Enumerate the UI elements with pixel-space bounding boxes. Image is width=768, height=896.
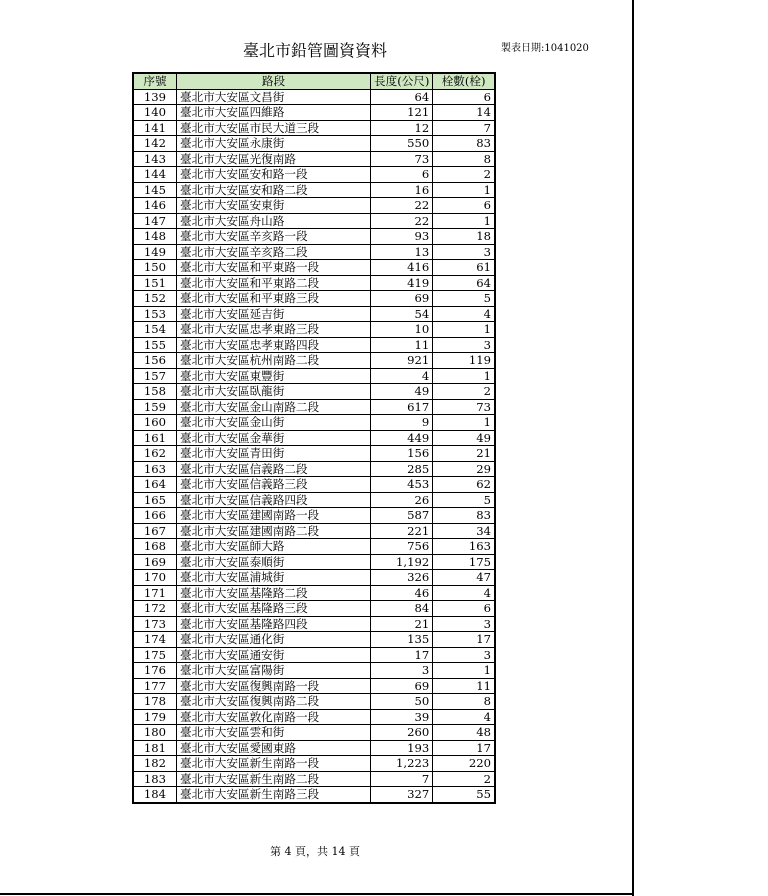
cell-length: 156 bbox=[371, 446, 433, 462]
table-row bbox=[133, 740, 495, 756]
pipe-data-table-wrapper bbox=[132, 72, 496, 818]
cell-length: 756 bbox=[371, 539, 433, 555]
cell-road-section: 臺北市大安區金山南路二段 bbox=[177, 399, 371, 415]
cell-count: 6 bbox=[433, 89, 495, 105]
cell-road-section: 臺北市大安區和平東路三段 bbox=[177, 291, 371, 307]
cell-serial: 178 bbox=[133, 694, 177, 710]
cell-road-section: 臺北市大安區愛國東路 bbox=[177, 740, 371, 756]
cell-road-section: 臺北市大安區市民大道三段 bbox=[177, 120, 371, 136]
table-row bbox=[133, 663, 495, 679]
cell-road-section: 臺北市大安區基隆路二段 bbox=[177, 585, 371, 601]
cell-serial: 165 bbox=[133, 492, 177, 508]
cell-count: 62 bbox=[433, 477, 495, 493]
cell-road-section: 臺北市大安區信義路四段 bbox=[177, 492, 371, 508]
cell-serial: 167 bbox=[133, 523, 177, 539]
document-title: 臺北市鉛管圖資資料 bbox=[242, 41, 387, 60]
cell-length: 84 bbox=[371, 601, 433, 617]
table-row bbox=[133, 399, 495, 415]
cell-serial: 175 bbox=[133, 647, 177, 663]
cell-serial: 168 bbox=[133, 539, 177, 555]
cell-road-section: 臺北市大安區四維路 bbox=[177, 105, 371, 121]
cell-serial: 147 bbox=[133, 213, 177, 229]
cell-serial: 157 bbox=[133, 368, 177, 384]
cell-serial: 156 bbox=[133, 353, 177, 369]
cell-count: 175 bbox=[433, 554, 495, 570]
table-row bbox=[133, 601, 495, 617]
cell-serial: 162 bbox=[133, 446, 177, 462]
cell-count: 220 bbox=[433, 756, 495, 772]
cell-road-section: 臺北市大安區新生南路二段 bbox=[177, 771, 371, 787]
cell-length: 50 bbox=[371, 694, 433, 710]
table-row bbox=[133, 291, 495, 307]
cell-length: 617 bbox=[371, 399, 433, 415]
cell-length: 21 bbox=[371, 616, 433, 632]
table-row bbox=[133, 508, 495, 524]
cell-serial: 151 bbox=[133, 275, 177, 291]
table-row bbox=[133, 725, 495, 741]
table-row bbox=[133, 182, 495, 198]
cell-road-section: 臺北市大安區永康街 bbox=[177, 136, 371, 152]
cell-count: 6 bbox=[433, 601, 495, 617]
table-row bbox=[133, 632, 495, 648]
cell-count: 83 bbox=[433, 508, 495, 524]
header-road-section: 路段 bbox=[177, 73, 371, 89]
table-row bbox=[133, 709, 495, 725]
cell-serial: 158 bbox=[133, 384, 177, 400]
cell-count: 3 bbox=[433, 244, 495, 260]
cell-count: 2 bbox=[433, 384, 495, 400]
cell-length: 587 bbox=[371, 508, 433, 524]
cell-serial: 176 bbox=[133, 663, 177, 679]
cell-count: 3 bbox=[433, 337, 495, 353]
cell-serial: 164 bbox=[133, 477, 177, 493]
table-row bbox=[133, 694, 495, 710]
cell-road-section: 臺北市大安區基隆路四段 bbox=[177, 616, 371, 632]
cell-road-section: 臺北市大安區東豐街 bbox=[177, 368, 371, 384]
table-row bbox=[133, 322, 495, 338]
cell-road-section: 臺北市大安區建國南路二段 bbox=[177, 523, 371, 539]
cell-length: 135 bbox=[371, 632, 433, 648]
cell-road-section: 臺北市大安區金華街 bbox=[177, 430, 371, 446]
cell-road-section: 臺北市大安區安和路一段 bbox=[177, 167, 371, 183]
cell-length: 69 bbox=[371, 291, 433, 307]
cell-road-section: 臺北市大安區浦城街 bbox=[177, 570, 371, 586]
cell-serial: 155 bbox=[133, 337, 177, 353]
table-row bbox=[133, 647, 495, 663]
cell-road-section: 臺北市大安區辛亥路一段 bbox=[177, 229, 371, 245]
table-body bbox=[133, 89, 495, 803]
cell-count: 21 bbox=[433, 446, 495, 462]
table-row bbox=[133, 120, 495, 136]
cell-road-section: 臺北市大安區延吉街 bbox=[177, 306, 371, 322]
cell-serial: 174 bbox=[133, 632, 177, 648]
header-serial: 序號 bbox=[133, 73, 177, 89]
table-row bbox=[133, 353, 495, 369]
cell-road-section: 臺北市大安區金山街 bbox=[177, 415, 371, 431]
table-row bbox=[133, 477, 495, 493]
cell-count: 17 bbox=[433, 740, 495, 756]
cell-serial: 184 bbox=[133, 787, 177, 803]
table-row bbox=[133, 570, 495, 586]
cell-length: 4 bbox=[371, 368, 433, 384]
cell-serial: 144 bbox=[133, 167, 177, 183]
table-row bbox=[133, 554, 495, 570]
cell-length: 22 bbox=[371, 213, 433, 229]
cell-count: 5 bbox=[433, 492, 495, 508]
table-row bbox=[133, 539, 495, 555]
cell-road-section: 臺北市大安區信義路三段 bbox=[177, 477, 371, 493]
cell-count: 18 bbox=[433, 229, 495, 245]
cell-length: 73 bbox=[371, 151, 433, 167]
cell-serial: 180 bbox=[133, 725, 177, 741]
cell-length: 93 bbox=[371, 229, 433, 245]
cell-count: 49 bbox=[433, 430, 495, 446]
cell-road-section: 臺北市大安區新生南路三段 bbox=[177, 787, 371, 803]
cell-road-section: 臺北市大安區敦化南路一段 bbox=[177, 709, 371, 725]
cell-length: 419 bbox=[371, 275, 433, 291]
cell-serial: 142 bbox=[133, 136, 177, 152]
cell-road-section: 臺北市大安區通安街 bbox=[177, 647, 371, 663]
cell-count: 17 bbox=[433, 632, 495, 648]
cell-serial: 143 bbox=[133, 151, 177, 167]
cell-count: 3 bbox=[433, 647, 495, 663]
cell-road-section: 臺北市大安區文昌街 bbox=[177, 89, 371, 105]
cell-count: 8 bbox=[433, 151, 495, 167]
cell-length: 22 bbox=[371, 198, 433, 214]
cell-serial: 140 bbox=[133, 105, 177, 121]
cell-road-section: 臺北市大安區杭州南路二段 bbox=[177, 353, 371, 369]
table-row bbox=[133, 461, 495, 477]
cell-length: 11 bbox=[371, 337, 433, 353]
table-row bbox=[133, 756, 495, 772]
page-edge-bottom bbox=[0, 893, 634, 895]
cell-serial: 160 bbox=[133, 415, 177, 431]
cell-length: 260 bbox=[371, 725, 433, 741]
cell-count: 7 bbox=[433, 120, 495, 136]
cell-count: 11 bbox=[433, 678, 495, 694]
table-row bbox=[133, 337, 495, 353]
cell-serial: 179 bbox=[133, 709, 177, 725]
cell-serial: 161 bbox=[133, 430, 177, 446]
cell-length: 550 bbox=[371, 136, 433, 152]
cell-length: 3 bbox=[371, 663, 433, 679]
table-row bbox=[133, 771, 495, 787]
cell-count: 4 bbox=[433, 306, 495, 322]
cell-serial: 181 bbox=[133, 740, 177, 756]
cell-serial: 169 bbox=[133, 554, 177, 570]
cell-count: 1 bbox=[433, 322, 495, 338]
cell-length: 26 bbox=[371, 492, 433, 508]
cell-serial: 150 bbox=[133, 260, 177, 276]
cell-count: 4 bbox=[433, 709, 495, 725]
cell-road-section: 臺北市大安區新生南路一段 bbox=[177, 756, 371, 772]
cell-serial: 148 bbox=[133, 229, 177, 245]
cell-length: 416 bbox=[371, 260, 433, 276]
table-row bbox=[133, 151, 495, 167]
table-row bbox=[133, 430, 495, 446]
cell-road-section: 臺北市大安區師大路 bbox=[177, 539, 371, 555]
cell-road-section: 臺北市大安區臥龍街 bbox=[177, 384, 371, 400]
cell-serial: 163 bbox=[133, 461, 177, 477]
table-row bbox=[133, 260, 495, 276]
cell-road-section: 臺北市大安區通化街 bbox=[177, 632, 371, 648]
cell-road-section: 臺北市大安區基隆路三段 bbox=[177, 601, 371, 617]
cell-count: 6 bbox=[433, 198, 495, 214]
cell-road-section: 臺北市大安區泰順街 bbox=[177, 554, 371, 570]
page-number: 第 4 頁，共 14 頁 bbox=[270, 845, 360, 858]
cell-length: 453 bbox=[371, 477, 433, 493]
cell-count: 1 bbox=[433, 368, 495, 384]
table-row bbox=[133, 415, 495, 431]
cell-count: 1 bbox=[433, 415, 495, 431]
cell-road-section: 臺北市大安區復興南路一段 bbox=[177, 678, 371, 694]
table-row bbox=[133, 89, 495, 105]
cell-length: 39 bbox=[371, 709, 433, 725]
cell-road-section: 臺北市大安區和平東路一段 bbox=[177, 260, 371, 276]
cell-count: 34 bbox=[433, 523, 495, 539]
table-row bbox=[133, 368, 495, 384]
cell-count: 1 bbox=[433, 213, 495, 229]
cell-length: 49 bbox=[371, 384, 433, 400]
cell-length: 10 bbox=[371, 322, 433, 338]
cell-length: 921 bbox=[371, 353, 433, 369]
cell-serial: 154 bbox=[133, 322, 177, 338]
table-row bbox=[133, 306, 495, 322]
table-row bbox=[133, 229, 495, 245]
cell-count: 163 bbox=[433, 539, 495, 555]
table-row bbox=[133, 585, 495, 601]
cell-length: 9 bbox=[371, 415, 433, 431]
cell-count: 61 bbox=[433, 260, 495, 276]
cell-length: 449 bbox=[371, 430, 433, 446]
cell-count: 8 bbox=[433, 694, 495, 710]
cell-count: 64 bbox=[433, 275, 495, 291]
cell-length: 54 bbox=[371, 306, 433, 322]
cell-length: 327 bbox=[371, 787, 433, 803]
cell-count: 2 bbox=[433, 771, 495, 787]
table-row bbox=[133, 678, 495, 694]
cell-length: 326 bbox=[371, 570, 433, 586]
cell-length: 221 bbox=[371, 523, 433, 539]
cell-serial: 159 bbox=[133, 399, 177, 415]
cell-count: 83 bbox=[433, 136, 495, 152]
cell-length: 6 bbox=[371, 167, 433, 183]
cell-road-section: 臺北市大安區青田街 bbox=[177, 446, 371, 462]
cell-road-section: 臺北市大安區信義路二段 bbox=[177, 461, 371, 477]
cell-count: 73 bbox=[433, 399, 495, 415]
cell-road-section: 臺北市大安區安東街 bbox=[177, 198, 371, 214]
cell-count: 29 bbox=[433, 461, 495, 477]
table-row bbox=[133, 523, 495, 539]
cell-road-section: 臺北市大安區富陽街 bbox=[177, 663, 371, 679]
cell-road-section: 臺北市大安區忠孝東路三段 bbox=[177, 322, 371, 338]
table-row bbox=[133, 384, 495, 400]
cell-length: 12 bbox=[371, 120, 433, 136]
report-date: 製表日期:1041020 bbox=[501, 43, 589, 54]
header-count: 栓數(栓) bbox=[433, 73, 495, 89]
cell-count: 47 bbox=[433, 570, 495, 586]
cell-count: 119 bbox=[433, 353, 495, 369]
table-row bbox=[133, 492, 495, 508]
table-row bbox=[133, 275, 495, 291]
table-row bbox=[133, 198, 495, 214]
table-row bbox=[133, 446, 495, 462]
page-edge-right bbox=[632, 0, 634, 896]
cell-count: 3 bbox=[433, 616, 495, 632]
cell-road-section: 臺北市大安區安和路二段 bbox=[177, 182, 371, 198]
cell-serial: 149 bbox=[133, 244, 177, 260]
cell-length: 17 bbox=[371, 647, 433, 663]
cell-serial: 152 bbox=[133, 291, 177, 307]
cell-serial: 146 bbox=[133, 198, 177, 214]
cell-serial: 145 bbox=[133, 182, 177, 198]
table-row bbox=[133, 105, 495, 121]
cell-count: 5 bbox=[433, 291, 495, 307]
cell-count: 55 bbox=[433, 787, 495, 803]
cell-serial: 153 bbox=[133, 306, 177, 322]
cell-serial: 172 bbox=[133, 601, 177, 617]
table-row bbox=[133, 616, 495, 632]
table-row bbox=[133, 213, 495, 229]
cell-road-section: 臺北市大安區雲和街 bbox=[177, 725, 371, 741]
cell-count: 1 bbox=[433, 182, 495, 198]
cell-count: 2 bbox=[433, 167, 495, 183]
cell-road-section: 臺北市大安區舟山路 bbox=[177, 213, 371, 229]
cell-length: 1,192 bbox=[371, 554, 433, 570]
cell-serial: 183 bbox=[133, 771, 177, 787]
cell-road-section: 臺北市大安區和平東路二段 bbox=[177, 275, 371, 291]
cell-length: 193 bbox=[371, 740, 433, 756]
cell-length: 64 bbox=[371, 89, 433, 105]
cell-road-section: 臺北市大安區光復南路 bbox=[177, 151, 371, 167]
cell-serial: 177 bbox=[133, 678, 177, 694]
table-header-row bbox=[133, 73, 495, 89]
pipe-data-table bbox=[132, 72, 496, 804]
cell-count: 48 bbox=[433, 725, 495, 741]
header-length: 長度(公尺) bbox=[371, 73, 433, 89]
table-row bbox=[133, 244, 495, 260]
table-row bbox=[133, 787, 495, 803]
cell-serial: 173 bbox=[133, 616, 177, 632]
cell-length: 46 bbox=[371, 585, 433, 601]
cell-road-section: 臺北市大安區辛亥路二段 bbox=[177, 244, 371, 260]
cell-serial: 141 bbox=[133, 120, 177, 136]
table-row bbox=[133, 136, 495, 152]
cell-length: 121 bbox=[371, 105, 433, 121]
cell-length: 7 bbox=[371, 771, 433, 787]
cell-count: 4 bbox=[433, 585, 495, 601]
cell-count: 14 bbox=[433, 105, 495, 121]
cell-length: 1,223 bbox=[371, 756, 433, 772]
cell-road-section: 臺北市大安區復興南路二段 bbox=[177, 694, 371, 710]
table-row bbox=[133, 167, 495, 183]
cell-count: 1 bbox=[433, 663, 495, 679]
cell-serial: 139 bbox=[133, 89, 177, 105]
cell-serial: 166 bbox=[133, 508, 177, 524]
cell-length: 13 bbox=[371, 244, 433, 260]
cell-length: 16 bbox=[371, 182, 433, 198]
cell-serial: 182 bbox=[133, 756, 177, 772]
cell-serial: 170 bbox=[133, 570, 177, 586]
cell-serial: 171 bbox=[133, 585, 177, 601]
cell-road-section: 臺北市大安區忠孝東路四段 bbox=[177, 337, 371, 353]
cell-road-section: 臺北市大安區建國南路一段 bbox=[177, 508, 371, 524]
cell-length: 285 bbox=[371, 461, 433, 477]
cell-length: 69 bbox=[371, 678, 433, 694]
